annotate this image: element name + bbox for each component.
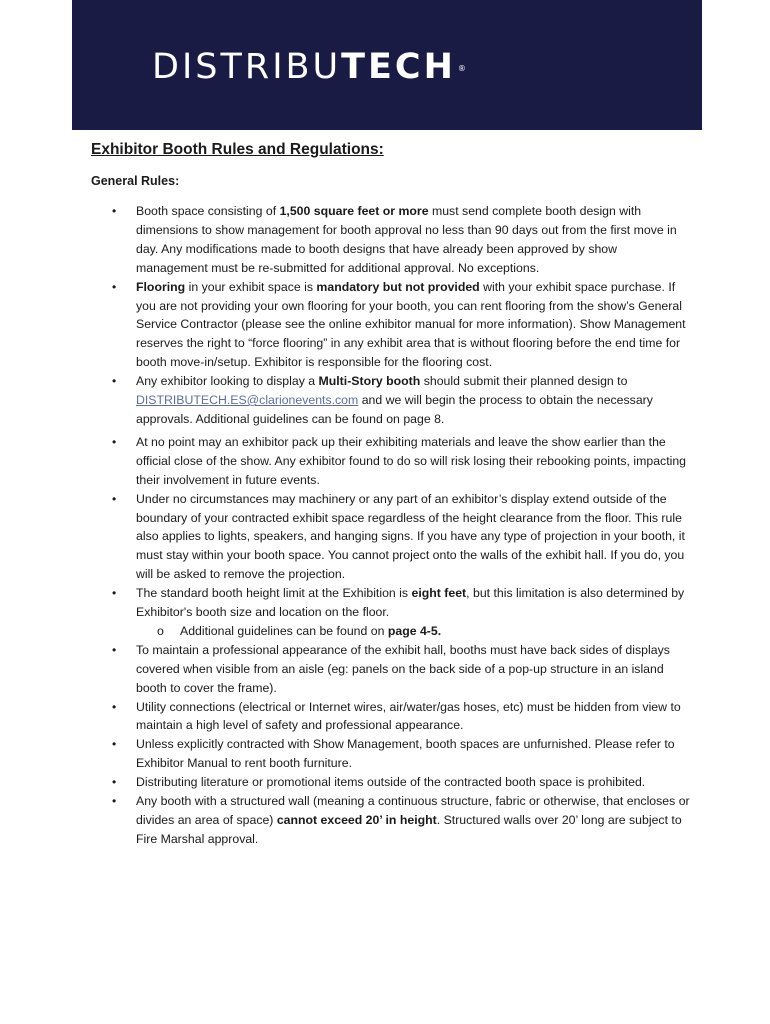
rule-text: The standard booth height limit at the Exhibition is [136, 586, 412, 601]
rule-text: Booth space consisting of [136, 204, 280, 218]
rule-text: Under no circumstances may machinery or any part of an exhibitor’s display extend outside of the boundary of your contracted exhibit space regardless of the height clearance from the floor. This rule also applies to lights, speakers, and hanging signs. If you have any type of projection in your booth, it must stay within your booth space. You cannot project onto the walls of the exhibit hall. If you do, you will be asked to remove the projection. [136, 491, 685, 582]
rule-text: should submit their planned design to [420, 374, 628, 389]
rule-text: Utility connections (electrical or Internet wires, air/water/gas hoses, etc) must be hidden from view to maintain a high level of safety and professional appearance. [136, 699, 681, 733]
bullet: • [112, 699, 117, 714]
header-banner [72, 0, 702, 130]
rule-text: Distributing literature or promotional items outside of the contracted booth space is prohibited. [136, 775, 646, 790]
rule-text: and we will begin the process to obtain the necessary approvals. Additional guidelines can be found on page 8. [136, 393, 653, 426]
rule-emphasis: Flooring [136, 279, 186, 294]
rule-text: must send complete booth design with dimensions to show management for booth approval no less than 90 days out from the first move in day. Any modifications made to booth designs that have already been approved by show management must be re-submitted for additional approval. No exceptions. [136, 204, 677, 275]
rule-item [91, 584, 691, 622]
email-link[interactable]: DISTRIBUTECH.ES@clarionevents.com [136, 393, 359, 408]
rule-text: , but this limitation is also determined by Exhibitor's booth size and location on the floor. [136, 586, 685, 620]
bullet: • [112, 204, 117, 218]
rule-item [91, 773, 691, 792]
distributech-logo [152, 47, 466, 87]
rule-emphasis: cannot exceed 20’ in height [276, 813, 437, 827]
bullet: • [112, 775, 117, 790]
rule-text: in your exhibit space is [185, 279, 317, 294]
sub-rule-item [91, 622, 691, 641]
bullet: • [112, 737, 117, 752]
sub-bullet: o [157, 623, 164, 638]
rule-text: At no point may an exhibitor pack up their exhibiting materials and leave the show earlier than the official close of the show. Any exhibitor found to do so will risk losing their rebooking points, impacting their involvement in future events. [136, 434, 687, 487]
rule-item [91, 698, 691, 736]
bullet: • [112, 586, 117, 601]
rule-item [91, 278, 691, 373]
rule-item [91, 202, 691, 278]
page-title: Exhibitor Booth Rules and Regulations: [91, 141, 384, 158]
section-heading: General Rules: [91, 174, 180, 188]
rule-emphasis: page 4-5. [387, 623, 442, 638]
bullet: • [112, 374, 117, 389]
rule-text: Unless explicitly contracted with Show Management, booth spaces are unfurnished. Please refer to Exhibitor Manual to rent booth furniture. [136, 737, 675, 771]
logo-text-bold: TECH [341, 47, 456, 87]
rule-item [91, 372, 691, 429]
rule-text: with your exhibit space purchase. If you are not providing your own flooring for your booth, you can rent flooring from the show’s General Service Contractor (please see the online exhibitor manual for more information). Show Management reserves the right to “force flooring” in any exhibit area that is without flooring before the end time for booth move-in/setup. Exhibitor is responsible for the flooring cost. [136, 279, 686, 370]
rule-emphasis: 1,500 square feet or more [279, 204, 429, 218]
rule-item [91, 433, 691, 490]
rule-text: Any booth with a structured wall (meaning a continuous structure, fabric or otherwise, that encloses or divides an area of space) [136, 794, 690, 827]
rule-emphasis: eight feet [411, 586, 467, 601]
rule-emphasis: Multi-Story booth [318, 374, 421, 389]
rule-item [91, 792, 691, 849]
document-body [91, 139, 691, 849]
rule-emphasis: mandatory but not provided [316, 279, 480, 294]
bullet: • [112, 794, 117, 809]
logo-trademark: ® [457, 64, 466, 73]
rule-text: Any exhibitor looking to display a [136, 374, 319, 389]
rule-item [91, 490, 691, 585]
rule-item [91, 735, 691, 773]
rule-text: To maintain a professional appearance of the exhibit hall, booths must have back sides of displays covered when visible from an aisle (eg: panels on the back side of a pop-up structure in an island booth to cover the frame). [136, 642, 670, 695]
rule-text: . Structured walls over 20’ long are subject to Fire Marshal approval. [136, 813, 682, 846]
logo-text-thin: DISTRIBU [152, 47, 342, 87]
bullet: • [112, 279, 117, 294]
bullet: • [112, 642, 117, 657]
bullet: • [112, 434, 117, 449]
rule-item [91, 641, 691, 698]
rules-list [91, 202, 691, 849]
bullet: • [112, 491, 117, 506]
rule-text: Additional guidelines can be found on [180, 623, 388, 638]
